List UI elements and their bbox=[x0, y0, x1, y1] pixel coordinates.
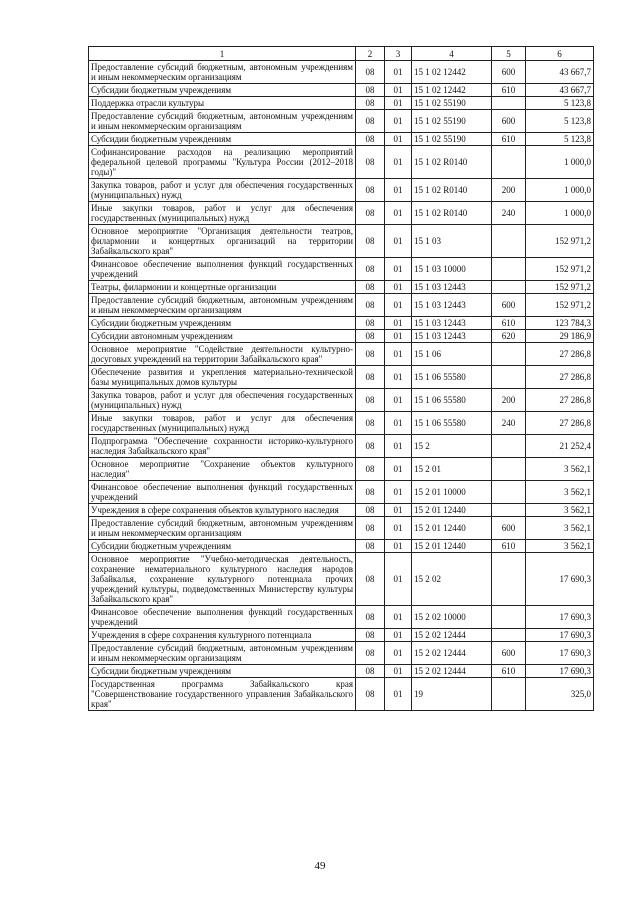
row-expense-type bbox=[492, 343, 526, 366]
row-subsection: 01 bbox=[385, 343, 412, 366]
row-subsection: 01 bbox=[385, 366, 412, 389]
row-expense-type: 200 bbox=[492, 179, 526, 202]
row-description: Театры, филармонии и концертные организации bbox=[89, 281, 356, 294]
table-row bbox=[89, 330, 594, 343]
row-target-code: 15 1 02 R0140 bbox=[412, 179, 492, 202]
page-number: 49 bbox=[314, 860, 326, 872]
row-subsection: 01 bbox=[385, 146, 412, 179]
row-section: 08 bbox=[356, 504, 385, 517]
row-expense-type bbox=[492, 97, 526, 110]
table-row bbox=[89, 84, 594, 97]
header-row bbox=[89, 47, 594, 61]
row-target-code: 15 2 bbox=[412, 435, 492, 458]
row-subsection: 01 bbox=[385, 317, 412, 330]
row-expense-type: 620 bbox=[492, 330, 526, 343]
row-amount: 3 562,1 bbox=[526, 481, 594, 504]
row-subsection: 01 bbox=[385, 179, 412, 202]
table-row bbox=[89, 366, 594, 389]
row-section: 08 bbox=[356, 553, 385, 606]
row-target-code: 15 1 06 55580 bbox=[412, 366, 492, 389]
row-subsection: 01 bbox=[385, 540, 412, 553]
row-target-code: 15 2 02 12444 bbox=[412, 629, 492, 642]
row-target-code: 15 1 03 12443 bbox=[412, 281, 492, 294]
row-expense-type bbox=[492, 281, 526, 294]
row-section: 08 bbox=[356, 317, 385, 330]
row-expense-type: 610 bbox=[492, 540, 526, 553]
row-description: Учреждения в сфере сохранения культурного потенциала bbox=[89, 629, 356, 642]
row-subsection: 01 bbox=[385, 97, 412, 110]
row-section: 08 bbox=[356, 458, 385, 481]
row-expense-type: 240 bbox=[492, 202, 526, 225]
table-row bbox=[89, 517, 594, 540]
row-expense-type bbox=[492, 553, 526, 606]
row-description: Подпрограмма "Обеспечение сохранности историко-культурного наследия Забайкальского края" bbox=[89, 435, 356, 458]
row-amount: 325,0 bbox=[526, 678, 594, 711]
row-expense-type: 610 bbox=[492, 133, 526, 146]
row-target-code: 15 1 02 R0140 bbox=[412, 146, 492, 179]
row-expense-type bbox=[492, 678, 526, 711]
row-description: Иные закупки товаров, работ и услуг для обеспечения государственных (муниципальных) нужд bbox=[89, 202, 356, 225]
row-section: 08 bbox=[356, 412, 385, 435]
row-target-code: 15 1 03 12443 bbox=[412, 317, 492, 330]
row-subsection: 01 bbox=[385, 389, 412, 412]
row-section: 08 bbox=[356, 517, 385, 540]
row-target-code: 15 1 02 55190 bbox=[412, 133, 492, 146]
row-subsection: 01 bbox=[385, 517, 412, 540]
row-description: Предоставление субсидий бюджетным, автономным учреждениям и иным некоммерческим организациям bbox=[89, 110, 356, 133]
row-expense-type bbox=[492, 258, 526, 281]
row-subsection: 01 bbox=[385, 412, 412, 435]
header-cell: 5 bbox=[492, 47, 526, 61]
table-row bbox=[89, 458, 594, 481]
row-target-code: 15 1 02 R0140 bbox=[412, 202, 492, 225]
row-amount: 17 690,3 bbox=[526, 642, 594, 665]
row-subsection: 01 bbox=[385, 202, 412, 225]
row-amount: 29 186,9 bbox=[526, 330, 594, 343]
budget-table bbox=[88, 46, 594, 711]
row-expense-type bbox=[492, 146, 526, 179]
row-expense-type bbox=[492, 629, 526, 642]
row-target-code: 15 2 02 10000 bbox=[412, 606, 492, 629]
row-amount: 5 123,8 bbox=[526, 110, 594, 133]
row-description: Предоставление субсидий бюджетным, автономным учреждениям и иным некоммерческим организациям bbox=[89, 517, 356, 540]
row-subsection: 01 bbox=[385, 553, 412, 606]
row-target-code: 19 bbox=[412, 678, 492, 711]
row-description: Предоставление субсидий бюджетным, автономным учреждениям и иным некоммерческим организациям bbox=[89, 294, 356, 317]
row-subsection: 01 bbox=[385, 61, 412, 84]
header-cell: 4 bbox=[412, 47, 492, 61]
row-section: 08 bbox=[356, 435, 385, 458]
row-amount: 27 286,8 bbox=[526, 412, 594, 435]
table-row bbox=[89, 294, 594, 317]
row-target-code: 15 1 06 55580 bbox=[412, 412, 492, 435]
row-amount: 5 123,8 bbox=[526, 97, 594, 110]
row-expense-type bbox=[492, 435, 526, 458]
row-description: Предоставление субсидий бюджетным, автономным учреждениям и иным некоммерческим организациям bbox=[89, 61, 356, 84]
row-amount: 5 123,8 bbox=[526, 133, 594, 146]
row-description: Основное мероприятие "Организация деятельности театров, филармонии и концертных организаций на территории Забайкальского края" bbox=[89, 225, 356, 258]
row-target-code: 15 2 01 12440 bbox=[412, 504, 492, 517]
row-section: 08 bbox=[356, 642, 385, 665]
row-section: 08 bbox=[356, 110, 385, 133]
row-amount: 17 690,3 bbox=[526, 665, 594, 678]
row-amount: 27 286,8 bbox=[526, 389, 594, 412]
row-subsection: 01 bbox=[385, 84, 412, 97]
row-expense-type: 610 bbox=[492, 84, 526, 97]
row-section: 08 bbox=[356, 606, 385, 629]
table-row bbox=[89, 343, 594, 366]
row-section: 08 bbox=[356, 84, 385, 97]
table-row bbox=[89, 97, 594, 110]
table-row bbox=[89, 225, 594, 258]
row-expense-type: 600 bbox=[492, 642, 526, 665]
row-target-code: 15 1 03 12443 bbox=[412, 330, 492, 343]
row-subsection: 01 bbox=[385, 294, 412, 317]
row-expense-type: 600 bbox=[492, 61, 526, 84]
row-description: Основное мероприятие "Сохранение объектов культурного наследия" bbox=[89, 458, 356, 481]
row-target-code: 15 1 03 bbox=[412, 225, 492, 258]
row-section: 08 bbox=[356, 678, 385, 711]
row-section: 08 bbox=[356, 61, 385, 84]
row-amount: 3 562,1 bbox=[526, 540, 594, 553]
table-row bbox=[89, 540, 594, 553]
row-subsection: 01 bbox=[385, 606, 412, 629]
row-section: 08 bbox=[356, 343, 385, 366]
row-description: Финансовое обеспечение выполнения функций государственных учреждений bbox=[89, 606, 356, 629]
row-amount: 17 690,3 bbox=[526, 606, 594, 629]
row-target-code: 15 1 02 12442 bbox=[412, 61, 492, 84]
row-amount: 43 667,7 bbox=[526, 61, 594, 84]
row-amount: 17 690,3 bbox=[526, 629, 594, 642]
row-target-code: 15 1 03 12443 bbox=[412, 294, 492, 317]
row-description: Закупка товаров, работ и услуг для обеспечения государственных (муниципальных) нужд bbox=[89, 179, 356, 202]
table-row bbox=[89, 412, 594, 435]
row-target-code: 15 1 06 bbox=[412, 343, 492, 366]
row-expense-type bbox=[492, 606, 526, 629]
header-cell: 2 bbox=[356, 47, 385, 61]
table-row bbox=[89, 642, 594, 665]
row-amount: 1 000,0 bbox=[526, 179, 594, 202]
row-section: 08 bbox=[356, 540, 385, 553]
row-target-code: 15 2 02 12444 bbox=[412, 665, 492, 678]
row-subsection: 01 bbox=[385, 665, 412, 678]
row-amount: 152 971,2 bbox=[526, 294, 594, 317]
row-target-code: 15 1 02 12442 bbox=[412, 84, 492, 97]
row-description: Основное мероприятие "Учебно-методическая деятельность, сохранение нематериального культурного наследия народов Забайкалья, сохранение культурного потенциала прочих учреждений культуры, подведомственных Министерству культуры Забайкальского края" bbox=[89, 553, 356, 606]
row-amount: 27 286,8 bbox=[526, 343, 594, 366]
row-target-code: 15 1 06 55580 bbox=[412, 389, 492, 412]
row-subsection: 01 bbox=[385, 504, 412, 517]
row-section: 08 bbox=[356, 97, 385, 110]
row-amount: 152 971,2 bbox=[526, 258, 594, 281]
row-subsection: 01 bbox=[385, 678, 412, 711]
row-description: Иные закупки товаров, работ и услуг для обеспечения государственных (муниципальных) нужд bbox=[89, 412, 356, 435]
row-section: 08 bbox=[356, 225, 385, 258]
table-row bbox=[89, 179, 594, 202]
row-section: 08 bbox=[356, 258, 385, 281]
row-description: Софинансирование расходов на реализацию мероприятий федеральной целевой программы "Культура России (2012–2018 годы)" bbox=[89, 146, 356, 179]
row-section: 08 bbox=[356, 179, 385, 202]
row-amount: 3 562,1 bbox=[526, 504, 594, 517]
row-target-code: 15 2 02 bbox=[412, 553, 492, 606]
row-description: Закупка товаров, работ и услуг для обеспечения государственных (муниципальных) нужд bbox=[89, 389, 356, 412]
row-expense-type: 200 bbox=[492, 389, 526, 412]
row-target-code: 15 2 01 10000 bbox=[412, 481, 492, 504]
row-expense-type: 600 bbox=[492, 110, 526, 133]
row-description: Финансовое обеспечение выполнения функций государственных учреждений bbox=[89, 481, 356, 504]
row-subsection: 01 bbox=[385, 258, 412, 281]
row-section: 08 bbox=[356, 294, 385, 317]
row-expense-type: 600 bbox=[492, 294, 526, 317]
row-section: 08 bbox=[356, 629, 385, 642]
row-subsection: 01 bbox=[385, 435, 412, 458]
row-description: Субсидии бюджетным учреждениям bbox=[89, 665, 356, 678]
row-amount: 27 286,8 bbox=[526, 366, 594, 389]
row-section: 08 bbox=[356, 389, 385, 412]
table-row bbox=[89, 110, 594, 133]
row-amount: 152 971,2 bbox=[526, 281, 594, 294]
row-expense-type: 600 bbox=[492, 517, 526, 540]
row-description: Субсидии бюджетным учреждениям bbox=[89, 84, 356, 97]
row-section: 08 bbox=[356, 202, 385, 225]
row-description: Учреждения в сфере сохранения объектов культурного наследия bbox=[89, 504, 356, 517]
table-row bbox=[89, 665, 594, 678]
table-row bbox=[89, 281, 594, 294]
row-target-code: 15 2 01 12440 bbox=[412, 517, 492, 540]
header-cell: 3 bbox=[385, 47, 412, 61]
row-description: Субсидии бюджетным учреждениям bbox=[89, 317, 356, 330]
table-row bbox=[89, 606, 594, 629]
row-subsection: 01 bbox=[385, 330, 412, 343]
table-row bbox=[89, 202, 594, 225]
row-section: 08 bbox=[356, 330, 385, 343]
table-row bbox=[89, 258, 594, 281]
row-amount: 17 690,3 bbox=[526, 553, 594, 606]
row-target-code: 15 2 02 12444 bbox=[412, 642, 492, 665]
row-section: 08 bbox=[356, 481, 385, 504]
row-subsection: 01 bbox=[385, 133, 412, 146]
row-target-code: 15 1 02 55190 bbox=[412, 110, 492, 133]
table-body bbox=[89, 47, 594, 711]
row-section: 08 bbox=[356, 133, 385, 146]
row-section: 08 bbox=[356, 665, 385, 678]
row-subsection: 01 bbox=[385, 110, 412, 133]
row-expense-type bbox=[492, 504, 526, 517]
table-row bbox=[89, 435, 594, 458]
header-cell: 1 bbox=[89, 47, 356, 61]
row-amount: 21 252,4 bbox=[526, 435, 594, 458]
row-expense-type: 610 bbox=[492, 317, 526, 330]
row-amount: 43 667,7 bbox=[526, 84, 594, 97]
row-section: 08 bbox=[356, 281, 385, 294]
header-cell: 6 bbox=[526, 47, 594, 61]
row-amount: 152 971,2 bbox=[526, 225, 594, 258]
row-expense-type bbox=[492, 366, 526, 389]
table-row bbox=[89, 481, 594, 504]
row-expense-type bbox=[492, 481, 526, 504]
row-description: Субсидии бюджетным учреждениям bbox=[89, 133, 356, 146]
table-row bbox=[89, 61, 594, 84]
table-row bbox=[89, 678, 594, 711]
row-subsection: 01 bbox=[385, 281, 412, 294]
row-expense-type bbox=[492, 225, 526, 258]
row-subsection: 01 bbox=[385, 481, 412, 504]
row-subsection: 01 bbox=[385, 458, 412, 481]
row-subsection: 01 bbox=[385, 225, 412, 258]
row-section: 08 bbox=[356, 366, 385, 389]
row-amount: 1 000,0 bbox=[526, 146, 594, 179]
row-target-code: 15 2 01 12440 bbox=[412, 540, 492, 553]
row-description: Субсидии автономным учреждениям bbox=[89, 330, 356, 343]
row-expense-type bbox=[492, 458, 526, 481]
row-amount: 3 562,1 bbox=[526, 458, 594, 481]
row-subsection: 01 bbox=[385, 642, 412, 665]
row-description: Субсидии бюджетным учреждениям bbox=[89, 540, 356, 553]
row-subsection: 01 bbox=[385, 629, 412, 642]
row-description: Основное мероприятие "Содействие деятельности культурно-досуговых учреждений на территории Забайкальского края" bbox=[89, 343, 356, 366]
table-row bbox=[89, 629, 594, 642]
row-description: Финансовое обеспечение выполнения функций государственных учреждений bbox=[89, 258, 356, 281]
row-description: Предоставление субсидий бюджетным, автономным учреждениям и иным некоммерческим организациям bbox=[89, 642, 356, 665]
table-row bbox=[89, 146, 594, 179]
row-description: Обеспечение развития и укрепления материально-технической базы муниципальных домов культуры bbox=[89, 366, 356, 389]
row-description: Поддержка отрасли культуры bbox=[89, 97, 356, 110]
row-amount: 1 000,0 bbox=[526, 202, 594, 225]
table-row bbox=[89, 317, 594, 330]
table-row bbox=[89, 389, 594, 412]
table-row bbox=[89, 504, 594, 517]
row-description: Государственная программа Забайкальского края "Совершенствование государственного управления Забайкальского края" bbox=[89, 678, 356, 711]
row-target-code: 15 1 03 10000 bbox=[412, 258, 492, 281]
row-section: 08 bbox=[356, 146, 385, 179]
row-amount: 123 784,3 bbox=[526, 317, 594, 330]
row-target-code: 15 2 01 bbox=[412, 458, 492, 481]
table-row bbox=[89, 553, 594, 606]
row-expense-type: 240 bbox=[492, 412, 526, 435]
row-expense-type: 610 bbox=[492, 665, 526, 678]
table-row bbox=[89, 133, 594, 146]
row-target-code: 15 1 02 55190 bbox=[412, 97, 492, 110]
row-amount: 3 562,1 bbox=[526, 517, 594, 540]
